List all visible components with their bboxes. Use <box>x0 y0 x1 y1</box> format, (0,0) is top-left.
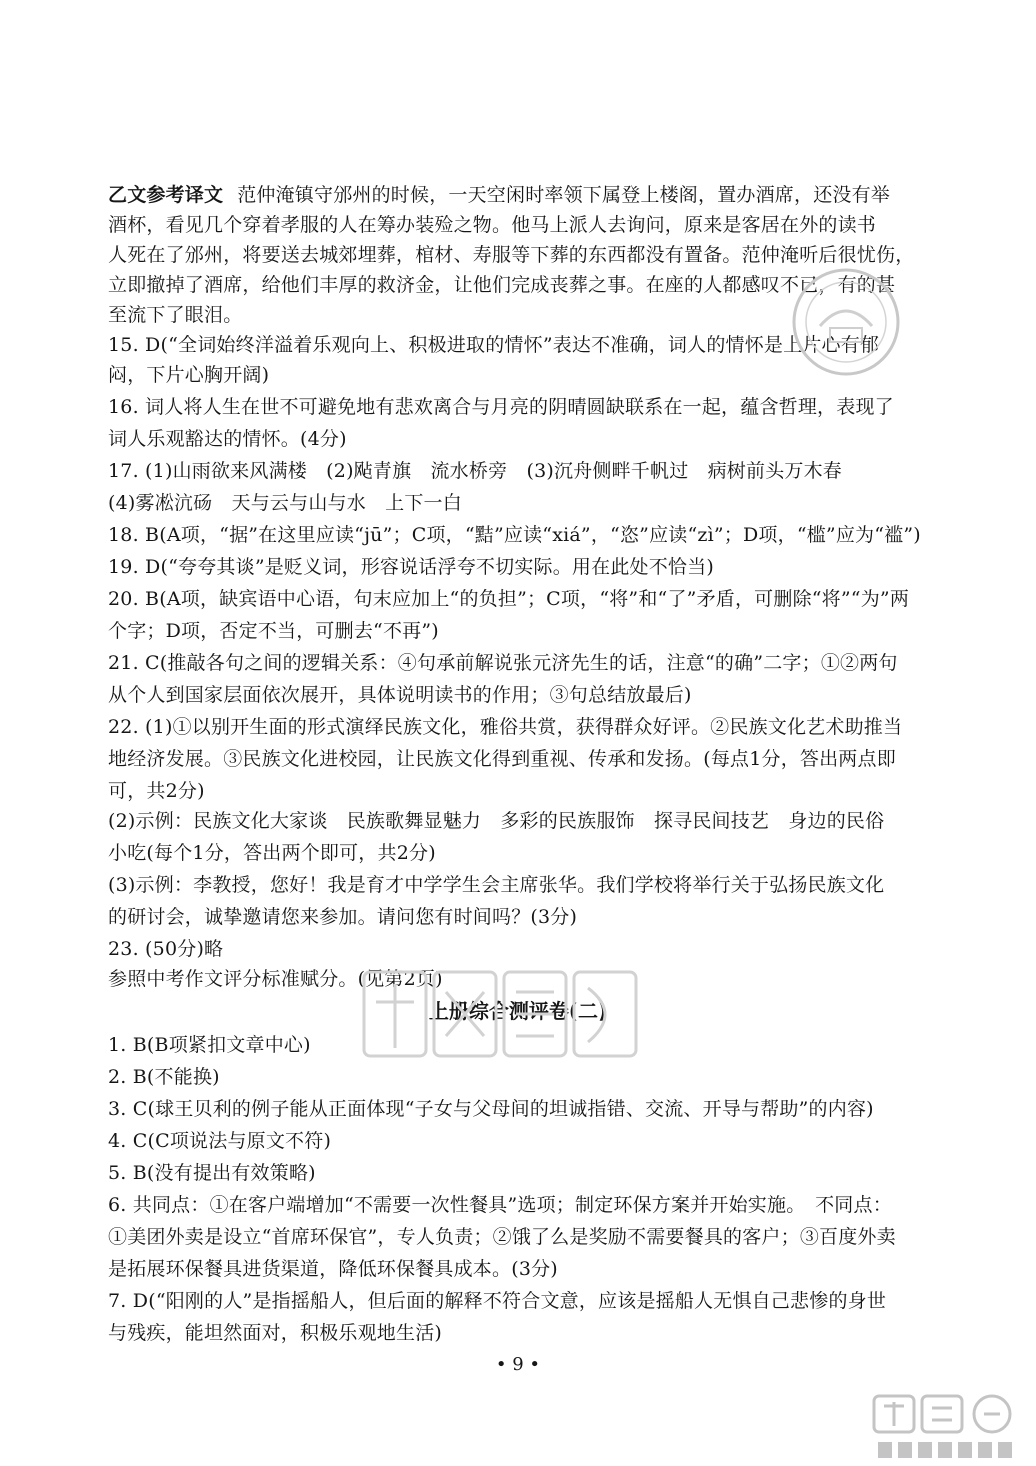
answer-line: 闷，下片心胸开阔) <box>108 364 270 386</box>
answer-line: 3. C(球王贝利的例子能从正面体现“子女与父母间的坦诚指错、交流、开导与帮助”的内容) <box>108 1098 874 1120</box>
logo-watermark-icon <box>868 1392 1028 1464</box>
intro-text: 范仲淹镇守邠州的时候，一天空闲时率领下属登上楼阁，置办酒席，还没有举 <box>237 184 891 206</box>
answer-line: 4. C(C项说法与原文不符) <box>108 1130 332 1152</box>
intro-line: 至流下了眼泪。 <box>108 304 243 326</box>
answer-line: (4)雾凇沆砀 天与云与山与水 上下一白 <box>108 492 462 514</box>
answer-line: 参照中考作文评分标准赋分。(见第2页) <box>108 968 443 990</box>
answer-line: 小吃(每个1分，答出两个即可，共2分) <box>108 842 436 864</box>
answer-line: 2. B(不能换) <box>108 1066 220 1088</box>
center-watermark-icon <box>356 962 646 1066</box>
intro-label: 乙文参考译文 <box>108 184 224 206</box>
answer-line: ①美团外卖是设立“首席环保官”，专人负责；②饿了么是奖励不需要餐具的客户；③百度外卖 <box>108 1226 896 1248</box>
answer-line: 是拓展环保餐具进货渠道，降低环保餐具成本。(3分) <box>108 1258 558 1280</box>
seal-watermark-icon <box>790 266 902 378</box>
answer-line: 的研讨会，诚挚邀请您来参加。请问您有时间吗？(3分) <box>108 906 578 928</box>
answer-line: 可，共2分) <box>108 780 205 802</box>
answer-line: 22. (1)①以别开生面的形式演绎民族文化，雅俗共赏，获得群众好评。②民族文化艺术助推当 <box>108 716 903 738</box>
answer-line: 20. B(A项，缺宾语中心语，句末应加上“的负担”；C项，“将”和“了”矛盾，可删除“将”“为”两 <box>108 588 910 610</box>
answer-line: 5. B(没有提出有效策略) <box>108 1162 316 1184</box>
answer-line: (2)示例：民族文化大家谈 民族歌舞显魅力 多彩的民族服饰 探寻民间技艺 身边的民俗 <box>108 810 885 832</box>
answer-line: 与残疾，能坦然面对，积极乐观地生活) <box>108 1322 443 1344</box>
answer-line: 16. 词人将人生在世不可避免地有悲欢离合与月亮的阴晴圆缺联系在一起，蕴含哲理，表现了 <box>108 396 894 418</box>
answer-line: 18. B(A项，“据”在这里应读“jū”；C项，“黠”应读“xiá”，“恣”应读“zì”；D项，“槛”应为“褴”) <box>108 524 921 546</box>
answer-line: 从个人到国家层面依次展开，具体说明读书的作用；③句总结放最后) <box>108 684 692 706</box>
answer-line: 6. 共同点：①在客户端增加“不需要一次性餐具”选项；制定环保方案并开始实施。 不同点： <box>108 1194 892 1216</box>
answer-line: 1. B(B项紧扣文章中心) <box>108 1034 311 1056</box>
answer-line: 15. D(“全词始终洋溢着乐观向上、积极进取的情怀”表达不准确，词人的情怀是上片心有郁 <box>108 334 880 356</box>
section-title: 上册综合测评卷(二) <box>428 999 608 1023</box>
answer-line: 个字；D项，否定不当，可删去“不再”) <box>108 620 439 642</box>
answer-line: 7. D(“阳刚的人”是指摇船人，但后面的解释不符合文意，应该是摇船人无惧自己悲惨的身世 <box>108 1290 887 1312</box>
page-number: • 9 • <box>495 1354 541 1375</box>
intro-line: 立即撤掉了酒席，给他们丰厚的救济金，让他们完成丧葬之事。在座的人都感叹不已，有的甚 <box>108 274 896 296</box>
intro-line: 人死在了邠州，将要送去城郊埋葬，棺材、寿服等下葬的东西都没有置备。范仲淹听后很忧伤， <box>108 244 915 266</box>
answer-line: (3)示例：李教授，您好！我是育才中学学生会主席张华。我们学校将举行关于弘扬民族文化 <box>108 874 885 896</box>
answer-line: 21. C(推敲各句之间的逻辑关系：④句承前解说张元济先生的话，注意“的确”二字；①②两句 <box>108 652 898 674</box>
answer-line: 词人乐观豁达的情怀。(4分) <box>108 428 347 450</box>
answer-line: 19. D(“夸夸其谈”是贬义词，形容说话浮夸不切实际。用在此处不恰当) <box>108 556 714 578</box>
answer-line: 地经济发展。③民族文化进校园，让民族文化得到重视、传承和发扬。(每点1分，答出两点即 <box>108 748 896 770</box>
answer-line: 23. (50分)略 <box>108 938 224 960</box>
answer-line: 17. (1)山雨欲来风满楼 (2)飐青旗 流水桥旁 (3)沉舟侧畔千帆过 病树前头万木春 <box>108 460 842 482</box>
intro-line-1 <box>108 180 928 210</box>
intro-line: 酒杯，看见几个穿着孝服的人在筹办装殓之物。他马上派人去询问，原来是客居在外的读书 <box>108 214 877 236</box>
